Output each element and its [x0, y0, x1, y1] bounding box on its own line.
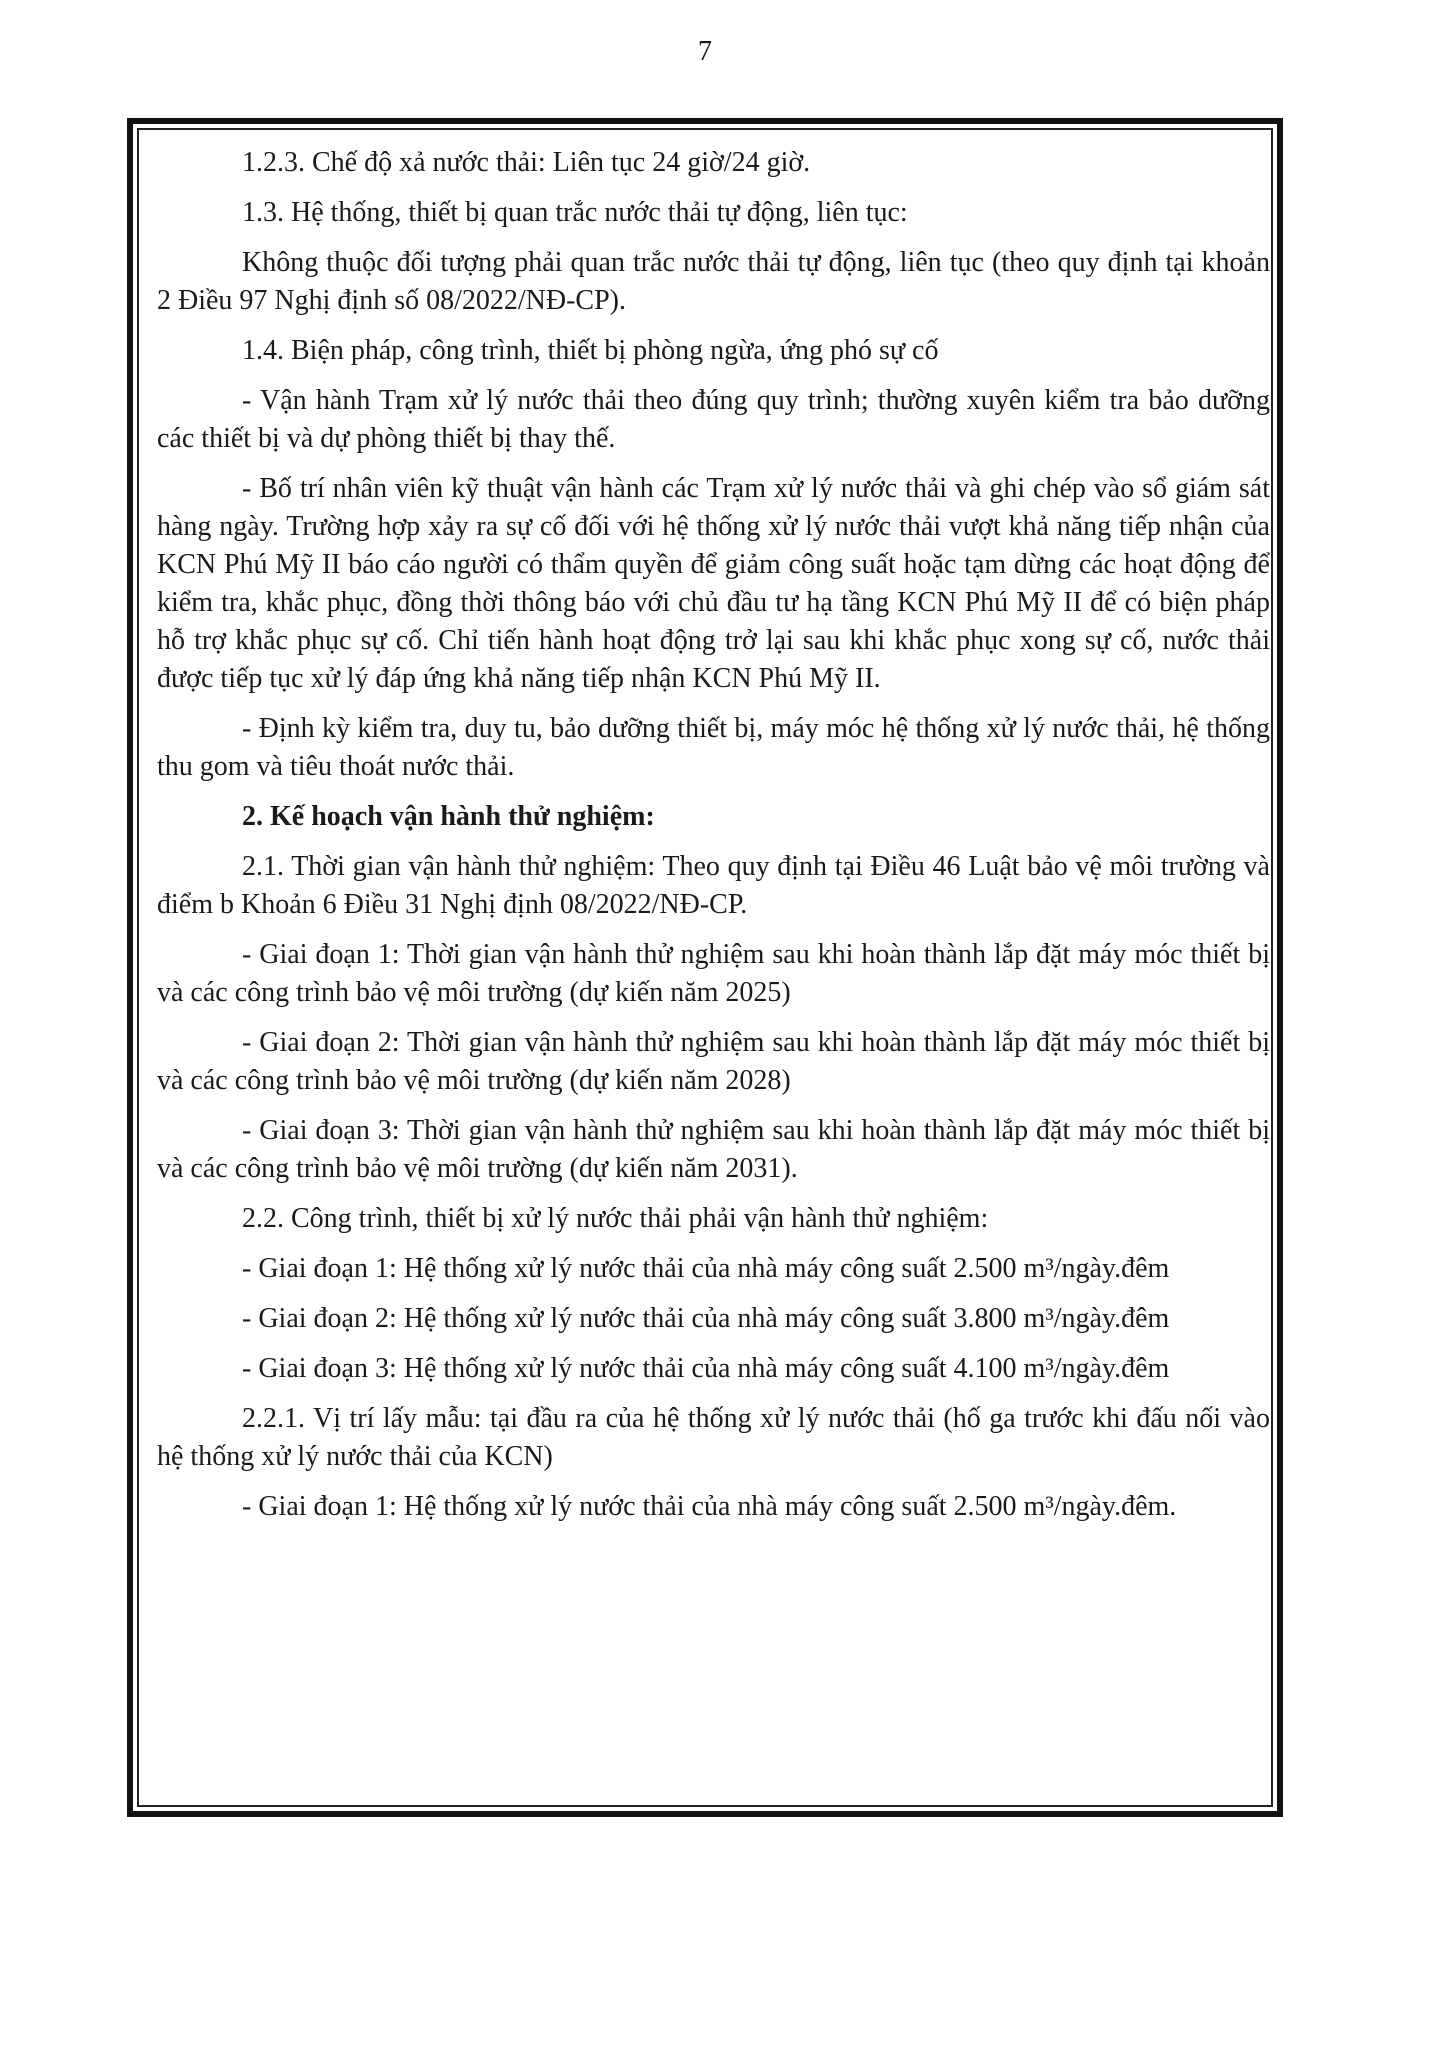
paragraph: - Bố trí nhân viên kỹ thuật vận hành các Trạm xử lý nước thải và ghi chép vào sổ giám sát hàng ngày. Trường hợp xảy ra sự cố đối với hệ thống xử lý nước thải vượt khả năng tiếp nhận của KCN Phú Mỹ II báo cáo người có thẩm quyền để giảm công suất hoặc tạm dừng các hoạt động để kiểm tra, khắc phục, đồng thời thông báo với chủ đầu tư hạ tầng KCN Phú Mỹ II để có biện pháp hỗ trợ khắc phục sự cố. Chỉ tiến hành hoạt động trở lại sau khi khắc phục xong sự cố, nước thải được tiếp tục xử lý đáp ứng khả năng tiếp nhận KCN Phú Mỹ II. [157, 473, 1270, 694]
section-heading-bold: 2. Kế hoạch vận hành thử nghiệm: [242, 801, 655, 832]
paragraph: 2.2.1. Vị trí lấy mẫu: tại đầu ra của hệ thống xử lý nước thải (hố ga trước khi đấu nối vào hệ thống xử lý nước thải của KCN) [157, 1403, 1270, 1472]
section-heading: 1.4. Biện pháp, công trình, thiết bị phòng ngừa, ứng phó sự cố [242, 335, 939, 366]
paragraph: - Giai đoạn 1: Thời gian vận hành thử nghiệm sau khi hoàn thành lắp đặt máy móc thiết bị và các công trình bảo vệ môi trường (dự kiến năm 2025) [157, 939, 1270, 1008]
paragraph: 1.2.3. Chế độ xả nước thải: Liên tục 24 giờ/24 giờ. [242, 147, 811, 178]
section-heading: 1.3. Hệ thống, thiết bị quan trắc nước thải tự động, liên tục: [242, 197, 908, 228]
paragraph: - Giai đoạn 1: Hệ thống xử lý nước thải của nhà máy công suất 2.500 m³/ngày.đêm. [242, 1491, 1177, 1522]
paragraph: - Giai đoạn 3: Thời gian vận hành thử nghiệm sau khi hoàn thành lắp đặt máy móc thiết bị và các công trình bảo vệ môi trường (dự kiến năm 2031). [157, 1115, 1270, 1184]
paragraph: - Vận hành Trạm xử lý nước thải theo đúng quy trình; thường xuyên kiểm tra bảo dưỡng các thiết bị và dự phòng thiết bị thay thế. [157, 385, 1270, 454]
document-body [157, 144, 1270, 1538]
paragraph: - Giai đoạn 2: Thời gian vận hành thử nghiệm sau khi hoàn thành lắp đặt máy móc thiết bị và các công trình bảo vệ môi trường (dự kiến năm 2028) [157, 1027, 1270, 1096]
paragraph: - Giai đoạn 1: Hệ thống xử lý nước thải của nhà máy công suất 2.500 m³/ngày.đêm [242, 1253, 1170, 1284]
paragraph: - Giai đoạn 3: Hệ thống xử lý nước thải của nhà máy công suất 4.100 m³/ngày.đêm [242, 1353, 1170, 1384]
section-heading: 2.2. Công trình, thiết bị xử lý nước thải phải vận hành thử nghiệm: [242, 1203, 989, 1234]
page-number: 7 [698, 36, 712, 67]
document-frame [127, 118, 1283, 1817]
paragraph: - Giai đoạn 2: Hệ thống xử lý nước thải của nhà máy công suất 3.800 m³/ngày.đêm [242, 1303, 1170, 1334]
paragraph: 2.1. Thời gian vận hành thử nghiệm: Theo quy định tại Điều 46 Luật bảo vệ môi trường và điểm b Khoản 6 Điều 31 Nghị định 08/2022/NĐ-CP. [157, 851, 1270, 920]
paragraph: - Định kỳ kiểm tra, duy tu, bảo dưỡng thiết bị, máy móc hệ thống xử lý nước thải, hệ thống thu gom và tiêu thoát nước thải. [157, 713, 1270, 782]
paragraph: Không thuộc đối tượng phải quan trắc nước thải tự động, liên tục (theo quy định tại khoản 2 Điều 97 Nghị định số 08/2022/NĐ-CP). [157, 247, 1270, 316]
